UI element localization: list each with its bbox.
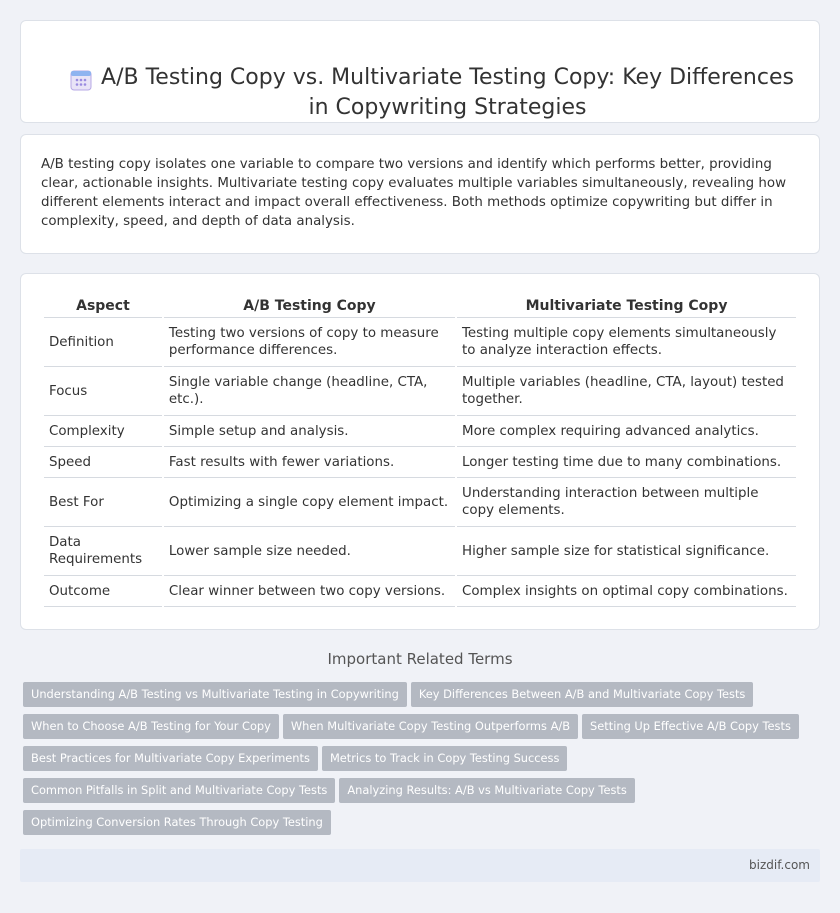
row-aspect: Best For (44, 478, 162, 527)
comparison-table-card (20, 273, 820, 630)
row-multivariate-value: Multiple variables (headline, CTA, layout) tested together. (457, 367, 796, 416)
table-row (44, 416, 796, 447)
row-multivariate-value: Testing multiple copy elements simultaneously to analyze interaction effects. (457, 318, 796, 367)
table-row (44, 447, 796, 478)
row-multivariate-value: Understanding interaction between multiple copy elements. (457, 478, 796, 527)
related-term-link[interactable]: When Multivariate Copy Testing Outperforms A/B (283, 714, 578, 739)
row-multivariate-value: Longer testing time due to many combinations. (457, 447, 796, 478)
header-multivariate-testing: Multivariate Testing Copy (457, 294, 796, 318)
row-ab-value: Optimizing a single copy element impact. (164, 478, 455, 527)
related-term-link[interactable]: Metrics to Track in Copy Testing Success (322, 746, 567, 771)
related-terms-heading: Important Related Terms (327, 650, 513, 668)
table-header-row (44, 294, 796, 318)
row-ab-value: Simple setup and analysis. (164, 416, 455, 447)
intro-paragraph: A/B testing copy isolates one variable to compare two versions and identify which performs better, providing clear, actionable insights. Multivariate testing copy evaluates multiple variables simultaneously, revealing how different elements interact and impact overall effectiveness. Both methods optimize copywriting but differ in complexity, speed, and depth of data analysis. (41, 157, 787, 229)
table-row (44, 318, 796, 367)
table-row (44, 367, 796, 416)
row-aspect: Complexity (44, 416, 162, 447)
row-ab-value: Single variable change (headline, CTA, etc.). (164, 367, 455, 416)
row-aspect: Definition (44, 318, 162, 367)
related-term-link[interactable]: Understanding A/B Testing vs Multivariate Testing in Copywriting (23, 682, 407, 707)
related-term-link[interactable]: Optimizing Conversion Rates Through Copy Testing (23, 810, 331, 835)
comparison-table (42, 294, 798, 607)
row-ab-value: Clear winner between two copy versions. (164, 576, 455, 607)
related-term-link[interactable]: When to Choose A/B Testing for Your Copy (23, 714, 279, 739)
row-multivariate-value: More complex requiring advanced analytics. (457, 416, 796, 447)
related-term-link[interactable]: Common Pitfalls in Split and Multivariate Copy Tests (23, 778, 335, 803)
header-ab-testing: A/B Testing Copy (164, 294, 455, 318)
row-aspect: Outcome (44, 576, 162, 607)
row-multivariate-value: Complex insights on optimal copy combinations. (457, 576, 796, 607)
intro-card (20, 134, 820, 254)
row-ab-value: Fast results with fewer variations. (164, 447, 455, 478)
row-multivariate-value: Higher sample size for statistical significance. (457, 527, 796, 576)
row-aspect: Data Requirements (44, 527, 162, 576)
page-title: A/B Testing Copy vs. Multivariate Testing Copy: Key Differences in Copywriting Strategies (101, 65, 794, 120)
row-ab-value: Lower sample size needed. (164, 527, 455, 576)
footer (20, 849, 820, 882)
related-terms-list (23, 682, 803, 842)
header-aspect: Aspect (44, 294, 162, 318)
table-row (44, 527, 796, 576)
table-row (44, 478, 796, 527)
row-aspect: Speed (44, 447, 162, 478)
title-card (20, 20, 820, 123)
related-term-link[interactable]: Key Differences Between A/B and Multivariate Copy Tests (411, 682, 754, 707)
related-term-link[interactable]: Setting Up Effective A/B Copy Tests (582, 714, 799, 739)
related-term-link[interactable]: Best Practices for Multivariate Copy Experiments (23, 746, 318, 771)
footer-site-link[interactable]: bizdif.com (749, 858, 810, 872)
table-row (44, 576, 796, 607)
row-aspect: Focus (44, 367, 162, 416)
related-term-link[interactable]: Analyzing Results: A/B vs Multivariate Copy Tests (339, 778, 634, 803)
row-ab-value: Testing two versions of copy to measure performance differences. (164, 318, 455, 367)
